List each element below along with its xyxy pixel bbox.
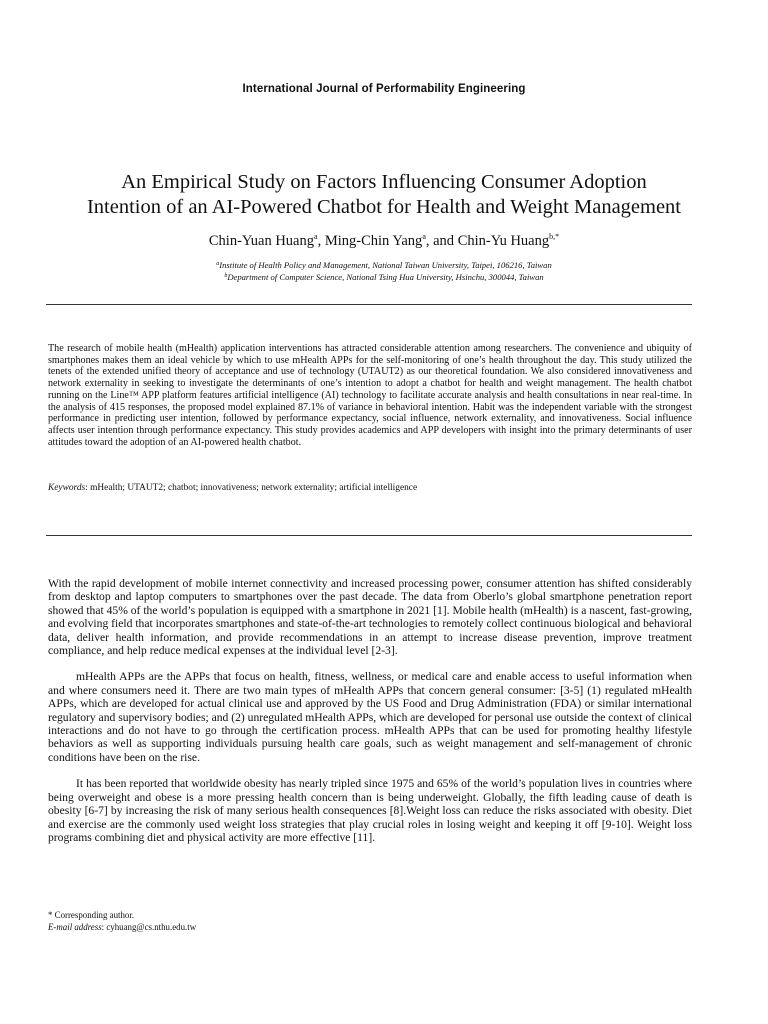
email-label: E-mail address — [48, 922, 102, 932]
keywords-label: Keywords — [48, 483, 86, 493]
author-separator: , and — [425, 233, 458, 249]
author-name: Chin-Yuan Huang — [208, 233, 314, 249]
title-line-2: Intention of an AI-Powered Chatbot for Health and Weight Management — [86, 196, 682, 218]
body-paragraph: mHealth APPs are the APPs that focus on health, fitness, wellness, or medical care and enable access to useful information when and where consumers need it. There are two main types of mHealth APPs that concern general consumer: [3-5] (1) regulated mHealth APPs, which are developed for actual clinical use and approved by the US Food and Drug Administration (FDA) or similar international regulatory and supervisory bodies; and (2) unregulated mHealth APPs, which are developed for personal use outside the context of clinical interactions and do not have to go through the certification process. mHealth APPs that can be used for promoting healthy lifestyle behaviors as well as supporting individuals pursuing health care goals, such as weight management and self-management of chronic conditions have been on the rise. — [48, 670, 692, 764]
affiliation — [0, 259, 768, 271]
author-affil-mark: a — [314, 232, 318, 241]
body-text — [48, 577, 692, 857]
footnotes — [48, 909, 448, 933]
author-name: Chin-Yu Huang — [457, 233, 550, 249]
author-separator: , — [317, 233, 325, 249]
abstract: The research of mobile health (mHealth) application interventions has attracted considerable attention among researchers. The convenience and ubiquity of smartphones makes them an ideal vehicle by which to use mHealth APPs for the self-monitoring of one’s health throughout the day. This study utilized the tenets of the extended unified theory of acceptance and use of technology (UTAUT2) as our theoretical foundation. We also considered innovativeness and network externality in seeking to investigate the determinants of one’s intention to adopt a chatbot for health and weight management. The health chatbot running on the Line™ APP platform features artificial intelligence (AI) technology to facilitate accurate analysis and health consultations in near real-time. In the analysis of 415 responses, the proposed model explained 87.1% of variance in behavioral intention. Habit was the independent variable with the strongest performance in predicting user intention, followed by performance expectancy, social influence, network externality, and innovativeness. Social influence affects user intention through performance expectancy. This study provides academics and APP developers with insight into the primary determinants of user attitudes toward the adoption of an AI-powered health chatbot. — [48, 343, 692, 448]
email-note — [48, 921, 448, 933]
divider-bottom — [46, 535, 692, 536]
divider-top — [46, 304, 692, 305]
body-paragraph: It has been reported that worldwide obesity has nearly tripled since 1975 and 65% of the world’s population lives in countries where being overweight and obese is a more pressing health concern than is being underweight. Globally, the fifth leading cause of death is obesity [6-7] by increasing the risk of many serious health consequences [8].Weight loss can reduce the risks associated with obesity. Diet and exercise are the commonly used weight loss strategies that play crucial roles in losing weight and keeping it off [9-10]. Weight loss programs combining diet and physical activity are more effective [11]. — [48, 777, 692, 844]
affiliation-text: Department of Computer Science, National Tsing Hua University, Hsinchu, 300044, Taiwan — [227, 271, 544, 282]
author-list — [0, 232, 768, 250]
corresponding-note: * Corresponding author. — [48, 910, 135, 920]
affiliation — [0, 271, 768, 283]
author-affil-mark: b,* — [549, 232, 560, 241]
email-address[interactable]: : cyhuang@cs.nthu.edu.tw — [101, 922, 197, 932]
affiliation-text: Institute of Health Policy and Management, National Taiwan University, Taipei, 106216, Taiwan — [219, 260, 552, 270]
affiliation-mark: a — [216, 261, 220, 267]
author-affil-mark: a — [422, 232, 426, 241]
paper-title — [40, 170, 728, 220]
author-name: Ming-Chin Yang — [324, 233, 423, 249]
keywords — [48, 483, 692, 493]
body-paragraph: With the rapid development of mobile internet connectivity and increased processing power, consumer attention has shifted considerably from desktop and laptop computers to smartphones over the past decade. The data from Oberlo’s global smartphone penetration report showed that 45% of the world’s population is equipped with a smartphone in 2021 [1]. Mobile health (mHealth) is a nascent, fast-growing, and evolving field that incorporates smartphones and state-of-the-art technologies to remotely collect continuous biological and behavioral data, deliver health information, and provide recommendations in an attempt to increase disease prevention, improve treatment compliance, and help reduce medical expenses at the individual level [2-3]. — [48, 577, 692, 658]
journal-name: International Journal of Performability Engineering — [242, 83, 526, 95]
affiliations — [0, 259, 768, 282]
affiliation-mark: b — [224, 272, 228, 279]
keywords-list: : mHealth; UTAUT2; chatbot; innovativeness; network externality; artificial intelligence — [85, 483, 418, 493]
title-line-1: An Empirical Study on Factors Influencing Consumer Adoption — [121, 171, 647, 193]
